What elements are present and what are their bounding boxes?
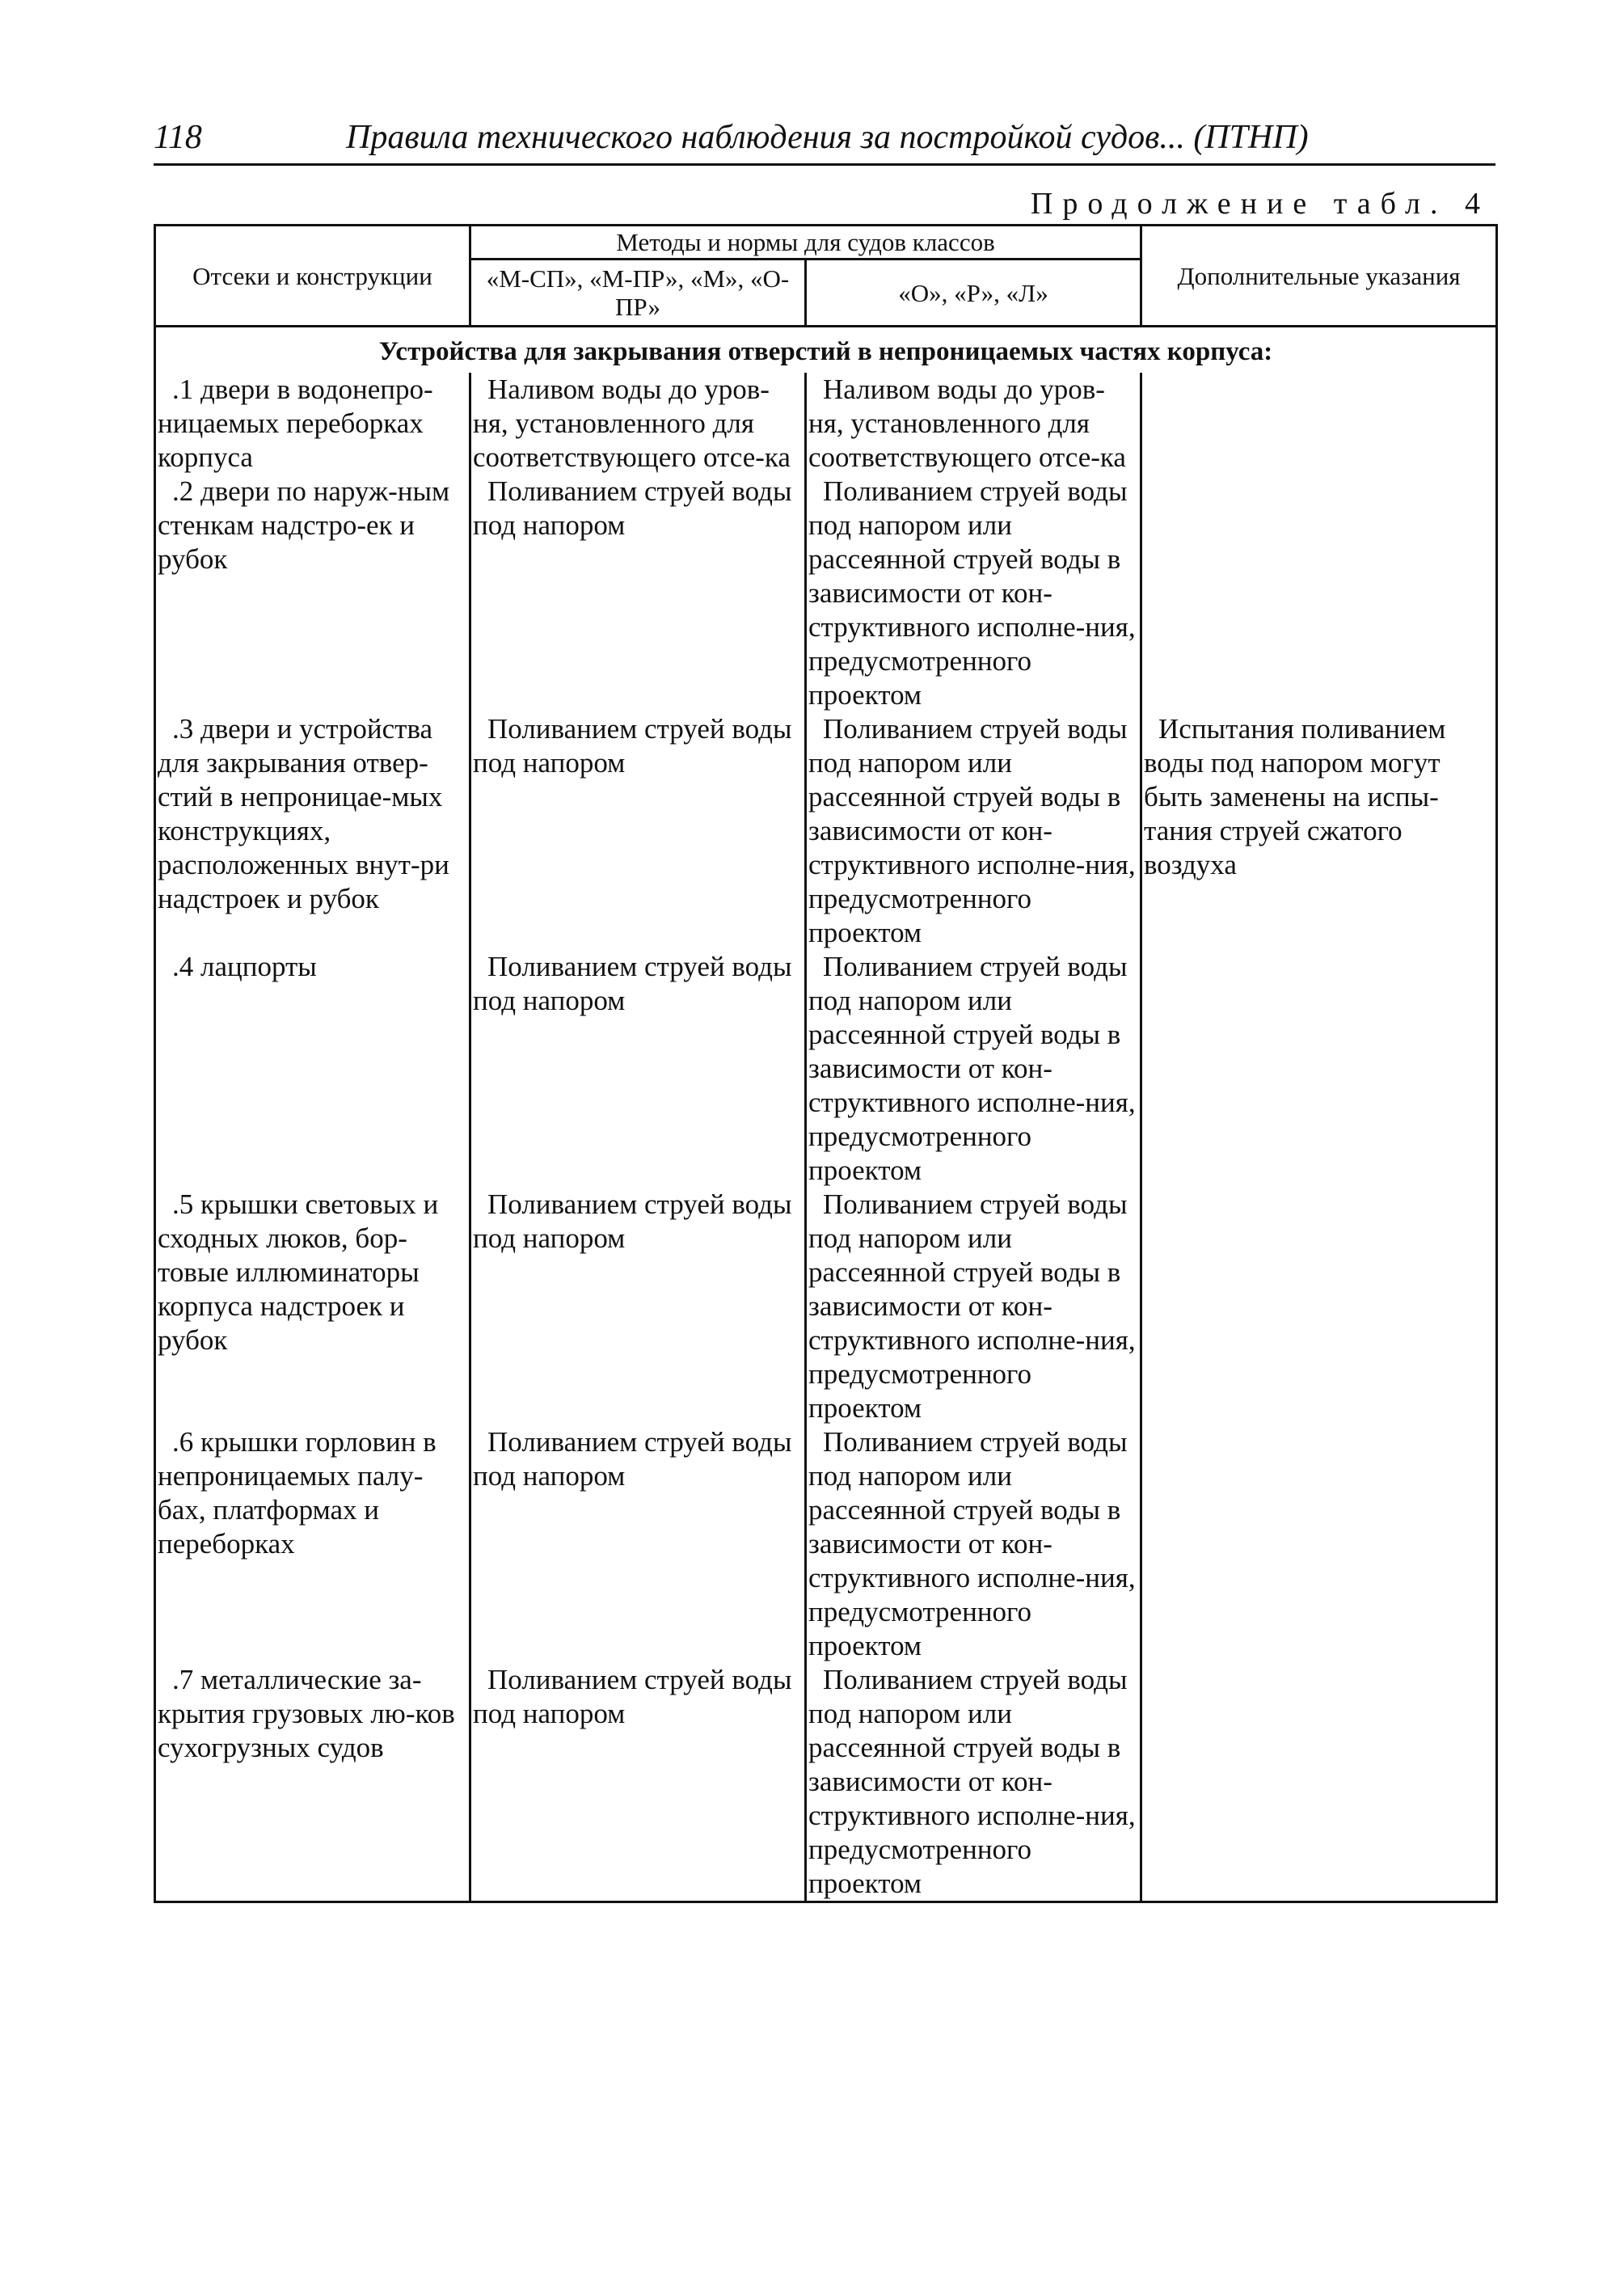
row-item-cell: [155, 712, 470, 950]
page-number: 118: [154, 119, 202, 156]
row-item-cell: [155, 950, 470, 1188]
row-method-b-text: Поливанием струей воды под напором или рассеянной струей воды в зависимости от кон-структивного исполне-ния, предусмотренного проектом: [808, 713, 1136, 948]
row-note-cell: [1141, 1663, 1497, 1902]
row-item-text: .5 крышки световых и сходных люков, бор-товые иллюминаторы корпуса надстроек и рубок: [158, 1188, 439, 1356]
table-row: [155, 950, 1497, 1188]
row-note-cell: [1141, 1425, 1497, 1663]
row-method-a-cell: [470, 950, 806, 1188]
row-method-b-cell: [806, 475, 1141, 712]
column-header-methods-group: Методы и нормы для судов классов: [470, 226, 1141, 260]
table-row: [155, 1425, 1497, 1663]
row-item-text: .3 двери и устройства для закрывания отвер-стий в непроницае-мых конструкциях, расположенных внут-ри надстроек и рубок: [158, 713, 449, 914]
row-method-a-cell: [470, 1425, 806, 1663]
column-header-sections: Отсеки и конструкции: [155, 226, 470, 327]
row-note-cell: [1141, 475, 1497, 712]
row-note-cell: [1141, 950, 1497, 1188]
standards-table-wrapper: [154, 224, 1495, 1903]
table-body: [155, 327, 1497, 1902]
row-method-a-text: Поливанием струей воды под напором: [473, 713, 792, 779]
table-row: [155, 1663, 1497, 1902]
row-method-a-cell: [470, 1663, 806, 1902]
row-method-a-text: Поливанием струей воды под напором: [473, 1188, 792, 1254]
table-row: [155, 1188, 1497, 1425]
row-note-cell: [1141, 712, 1497, 950]
table-row: [155, 373, 1497, 475]
row-method-a-cell: [470, 712, 806, 950]
row-method-b-cell: [806, 373, 1141, 475]
row-method-b-text: Поливанием струей воды под напором или рассеянной струей воды в зависимости от кон-структивного исполне-ния, предусмотренного проектом: [808, 1426, 1136, 1661]
table-row: [155, 475, 1497, 712]
row-method-a-text: Поливанием струей воды под напором: [473, 951, 792, 1016]
row-method-a-text: Поливанием струей воды под напором: [473, 1426, 792, 1492]
row-method-b-cell: [806, 1663, 1141, 1902]
running-title: Правила технического наблюдения за постройкой судов... (ПТНП): [346, 119, 1309, 156]
column-header-classes-a: «М-СП», «М-ПР», «М», «О-ПР»: [470, 260, 806, 327]
row-note-cell: [1141, 373, 1497, 475]
table-header-row: [155, 226, 1497, 260]
row-method-b-text: Поливанием струей воды под напором или рассеянной струей воды в зависимости от кон-структивного исполне-ния, предусмотренного проектом: [808, 1188, 1136, 1424]
row-method-b-cell: [806, 1188, 1141, 1425]
row-method-b-text: Поливанием струей воды под напором или рассеянной струей воды в зависимости от кон-структивного исполне-ния, предусмотренного проектом: [808, 1664, 1136, 1899]
row-method-b-text: Наливом воды до уров-ня, установленного для соответствующего отсе-ка: [808, 374, 1126, 473]
row-method-a-cell: [470, 475, 806, 712]
row-method-a-cell: [470, 1188, 806, 1425]
row-item-cell: [155, 1188, 470, 1425]
column-header-classes-b: «О», «Р», «Л»: [806, 260, 1141, 327]
row-item-text: .4 лацпорты: [172, 951, 317, 982]
row-item-cell: [155, 475, 470, 712]
row-method-b-text: Поливанием струей воды под напором или рассеянной струей воды в зависимости от кон-структивного исполне-ния, предусмотренного проектом: [808, 951, 1136, 1186]
section-title: Устройства для закрывания отверстий в непроницаемых частях корпуса:: [155, 327, 1497, 374]
row-method-b-text: Поливанием струей воды под напором или рассеянной струей воды в зависимости от кон-структивного исполне-ния, предусмотренного проектом: [808, 475, 1136, 711]
row-note-text: Испытания поливанием воды под напором могут быть заменены на испы-тания струей сжатого воздуха: [1144, 713, 1446, 880]
row-method-a-text: Наливом воды до уров-ня, установленного для соответствующего отсе-ка: [473, 374, 791, 473]
standards-table: [154, 224, 1498, 1903]
row-item-cell: [155, 1663, 470, 1902]
row-method-b-cell: [806, 1425, 1141, 1663]
row-method-a-cell: [470, 373, 806, 475]
row-item-text: .7 металлические за-крытия грузовых лю-ков сухогрузных судов: [158, 1664, 455, 1763]
row-method-a-text: Поливанием струей воды под напором: [473, 1664, 792, 1729]
column-header-notes: Дополнительные указания: [1141, 226, 1497, 327]
row-item-cell: [155, 1425, 470, 1663]
row-item-text: .2 двери по наруж-ным стенкам надстро-ек и рубок: [158, 475, 450, 575]
table-row: [155, 712, 1497, 950]
row-note-cell: [1141, 1188, 1497, 1425]
row-method-b-cell: [806, 712, 1141, 950]
table-continuation-note: Продолжение табл. 4: [1030, 187, 1490, 221]
row-method-a-text: Поливанием струей воды под напором: [473, 475, 792, 541]
page-header: [154, 113, 1495, 166]
row-item-text: .1 двери в водонепро-ницаемых переборках корпуса: [158, 374, 433, 473]
row-item-cell: [155, 373, 470, 475]
row-item-text: .6 крышки горловин в непроницаемых палу-бах, платформах и переборках: [158, 1426, 437, 1560]
section-title-row: [155, 327, 1497, 374]
row-method-b-cell: [806, 950, 1141, 1188]
